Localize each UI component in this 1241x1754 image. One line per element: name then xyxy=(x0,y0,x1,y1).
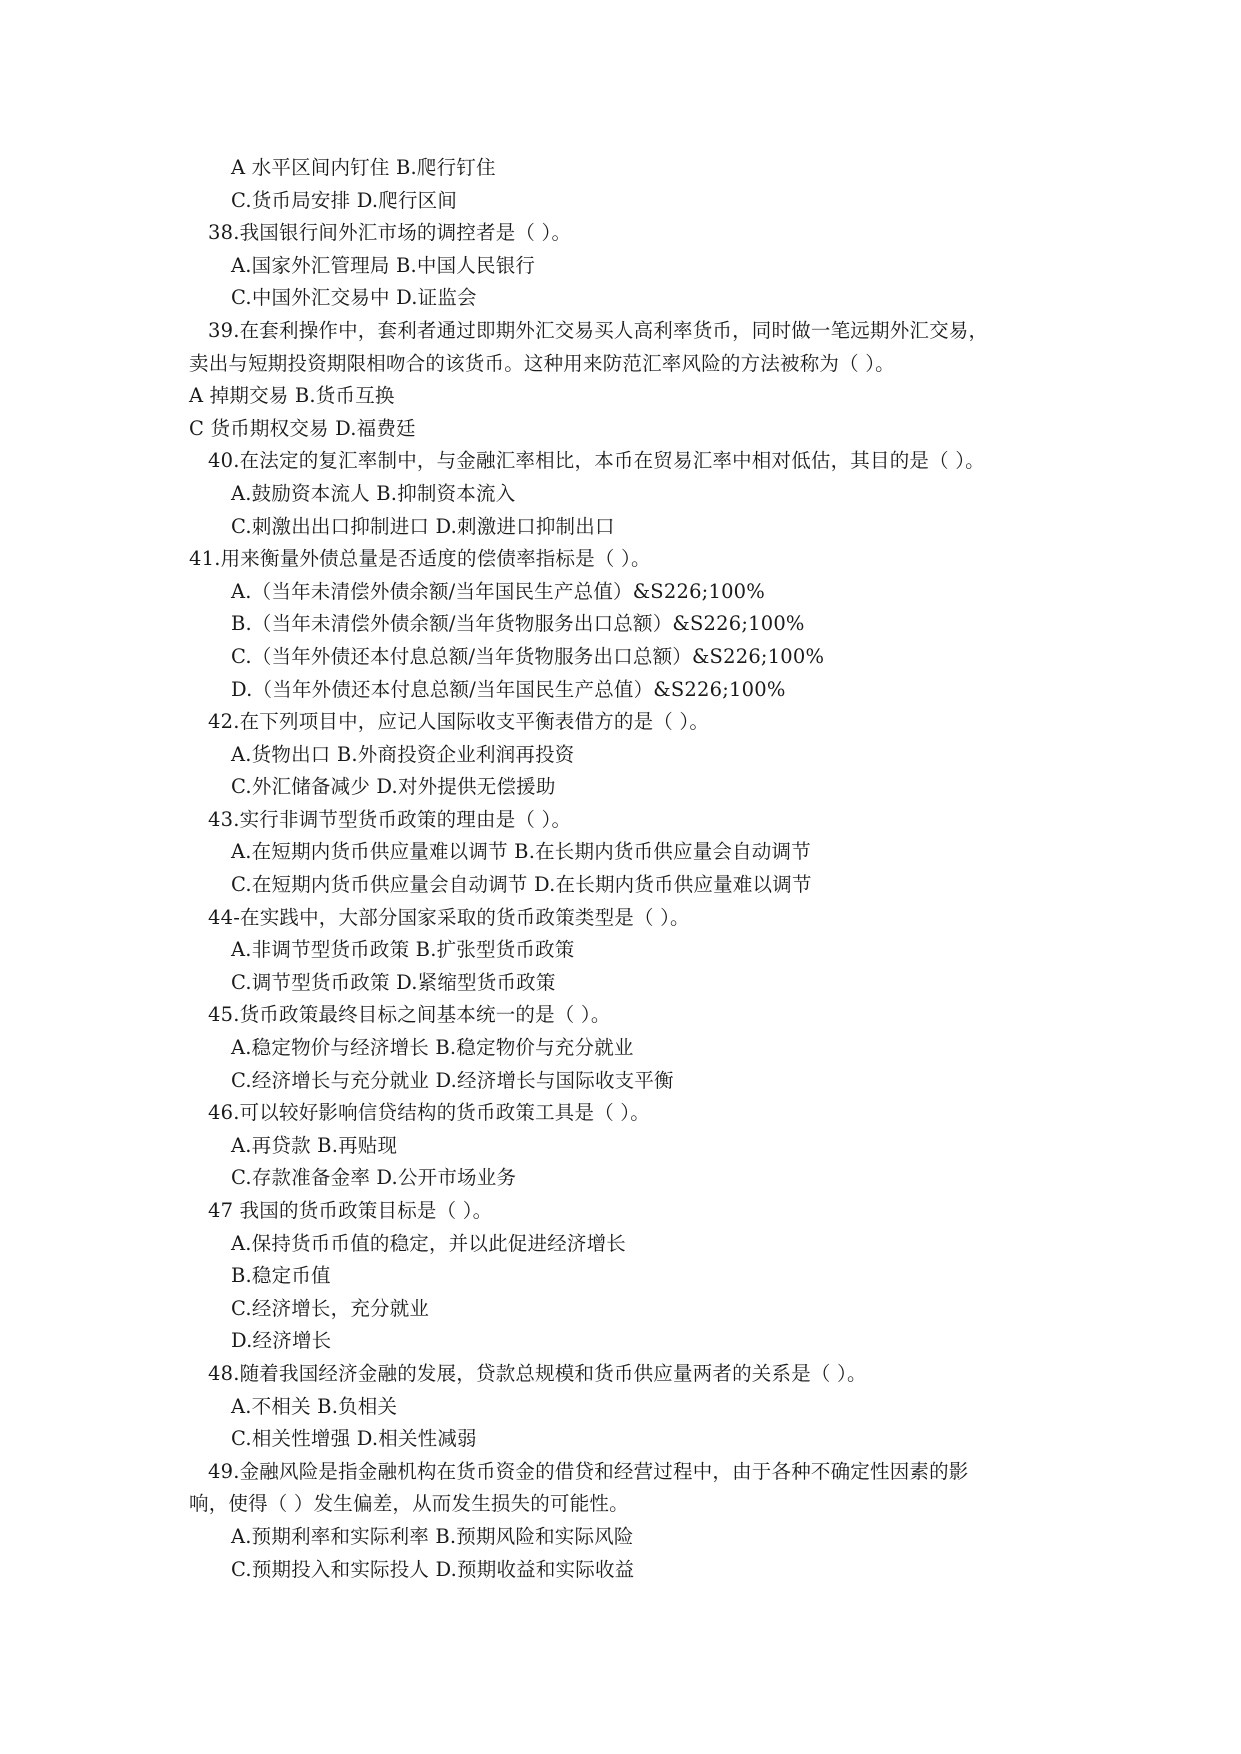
answer-options-line: A.不相关 B.负相关 xyxy=(231,1394,398,1418)
question-text-line: 43.实行非调节型货币政策的理由是（ ）。 xyxy=(208,807,572,831)
question-text-line: 46.可以较好影响信贷结构的货币政策工具是（ ）。 xyxy=(208,1101,650,1125)
question-text-line: 45.货币政策最终目标之间基本统一的是（ ）。 xyxy=(208,1003,611,1027)
answer-options-line: A.再贷款 B.再贴现 xyxy=(231,1133,398,1157)
answer-options-line: A.货物出口 B.外商投资企业利润再投资 xyxy=(231,742,575,766)
answer-options-line: A.（当年未清偿外债余额/当年国民生产总值）&S226;100% xyxy=(231,579,766,603)
answer-options-line: C.预期投入和实际投人 D.预期收益和实际收益 xyxy=(231,1557,635,1581)
question-text-line: 响，使得（ ）发生偏差，从而发生损失的可能性。 xyxy=(189,1492,629,1516)
answer-options-line: A.鼓励资本流人 B.抑制资本流入 xyxy=(231,481,516,505)
answer-options-line: A.保持货币币值的稳定，并以此促进经济增长 xyxy=(231,1231,626,1255)
answer-options-line: A.稳定物价与经济增长 B.稳定物价与充分就业 xyxy=(231,1036,634,1060)
question-text-line: 48.随着我国经济金融的发展，贷款总规模和货币供应量两者的关系是（ ）。 xyxy=(208,1361,867,1385)
answer-options-line: C.经济增长与充分就业 D.经济增长与国际收支平衡 xyxy=(231,1068,674,1092)
answer-options-line: C.相关性增强 D.相关性减弱 xyxy=(231,1427,477,1451)
answer-options-line: B.稳定币值 xyxy=(231,1264,331,1288)
answer-options-line: D.（当年外债还本付息总额/当年国民生产总值）&S226;100% xyxy=(231,677,786,701)
question-text-line: 47 我国的货币政策目标是（ ）。 xyxy=(208,1199,493,1222)
answer-options-line: C.经济增长，充分就业 xyxy=(231,1296,430,1320)
question-text-line: 41.用来衡量外债总量是否适度的偿债率指标是（ ）。 xyxy=(189,547,651,571)
answer-options-line: C.调节型货币政策 D.紧缩型货币政策 xyxy=(231,970,556,994)
answer-options-line: A.预期利率和实际利率 B.预期风险和实际风险 xyxy=(231,1524,634,1548)
question-text-line: 49.金融风险是指金融机构在货币资金的借贷和经营过程中，由于各种不确定性因素的影 xyxy=(208,1459,969,1483)
question-text-line: 42.在下列项目中，应记人国际收支平衡表借方的是（ ）。 xyxy=(208,710,710,734)
question-text-line: 38.我国银行间外汇市场的调控者是（ ）。 xyxy=(208,221,572,245)
answer-options-line: C.存款准备金率 D.公开市场业务 xyxy=(231,1166,517,1190)
answer-options-line: C.货币局安排 D.爬行区间 xyxy=(231,188,458,212)
question-list xyxy=(189,152,1069,1586)
answer-options-line: C.在短期内货币供应量会自动调节 D.在长期内货币供应量难以调节 xyxy=(231,873,812,897)
question-text-line: 39.在套利操作中，套利者通过即期外汇交易买人高利率货币，同时做一笔远期外汇交易， xyxy=(208,318,989,342)
answer-options-line: D.经济增长 xyxy=(231,1329,332,1353)
answer-options-line: C.刺激出出口抑制进口 D.刺激进口抑制出口 xyxy=(231,514,615,538)
answer-options-line: A.国家外汇管理局 B.中国人民银行 xyxy=(231,253,536,277)
answer-options-line: C.外汇储备减少 D.对外提供无偿援助 xyxy=(231,775,556,799)
answer-options-line: A 水平区间内钉住 B.爬行钉住 xyxy=(231,156,496,179)
question-text-line: 40.在法定的复汇率制中，与金融汇率相比，本币在贸易汇率中相对低估，其目的是（ ）。 xyxy=(208,449,985,473)
answer-options-line: A.在短期内货币供应量难以调节 B.在长期内货币供应量会自动调节 xyxy=(231,840,811,864)
question-text-line: 44-在实践中，大部分国家采取的货币政策类型是（ ）。 xyxy=(208,905,690,929)
answer-options-line: B.（当年未清偿外债余额/当年货物服务出口总额）&S226;100% xyxy=(231,612,805,636)
answer-options-line: A.非调节型货币政策 B.扩张型货币政策 xyxy=(231,938,575,962)
answer-options-line: C.（当年外债还本付息总额/当年货物服务出口总额）&S226;100% xyxy=(231,644,825,668)
answer-options-line: C.中国外汇交易中 D.证监会 xyxy=(231,286,477,310)
question-text-line: A 掉期交易 B.货币互换 xyxy=(189,384,395,408)
question-text-line: 卖出与短期投资期限相吻合的该货币。这种用来防范汇率风险的方法被称为（ ）。 xyxy=(189,351,895,375)
question-text-line: C 货币期权交易 D.福费廷 xyxy=(189,416,416,440)
